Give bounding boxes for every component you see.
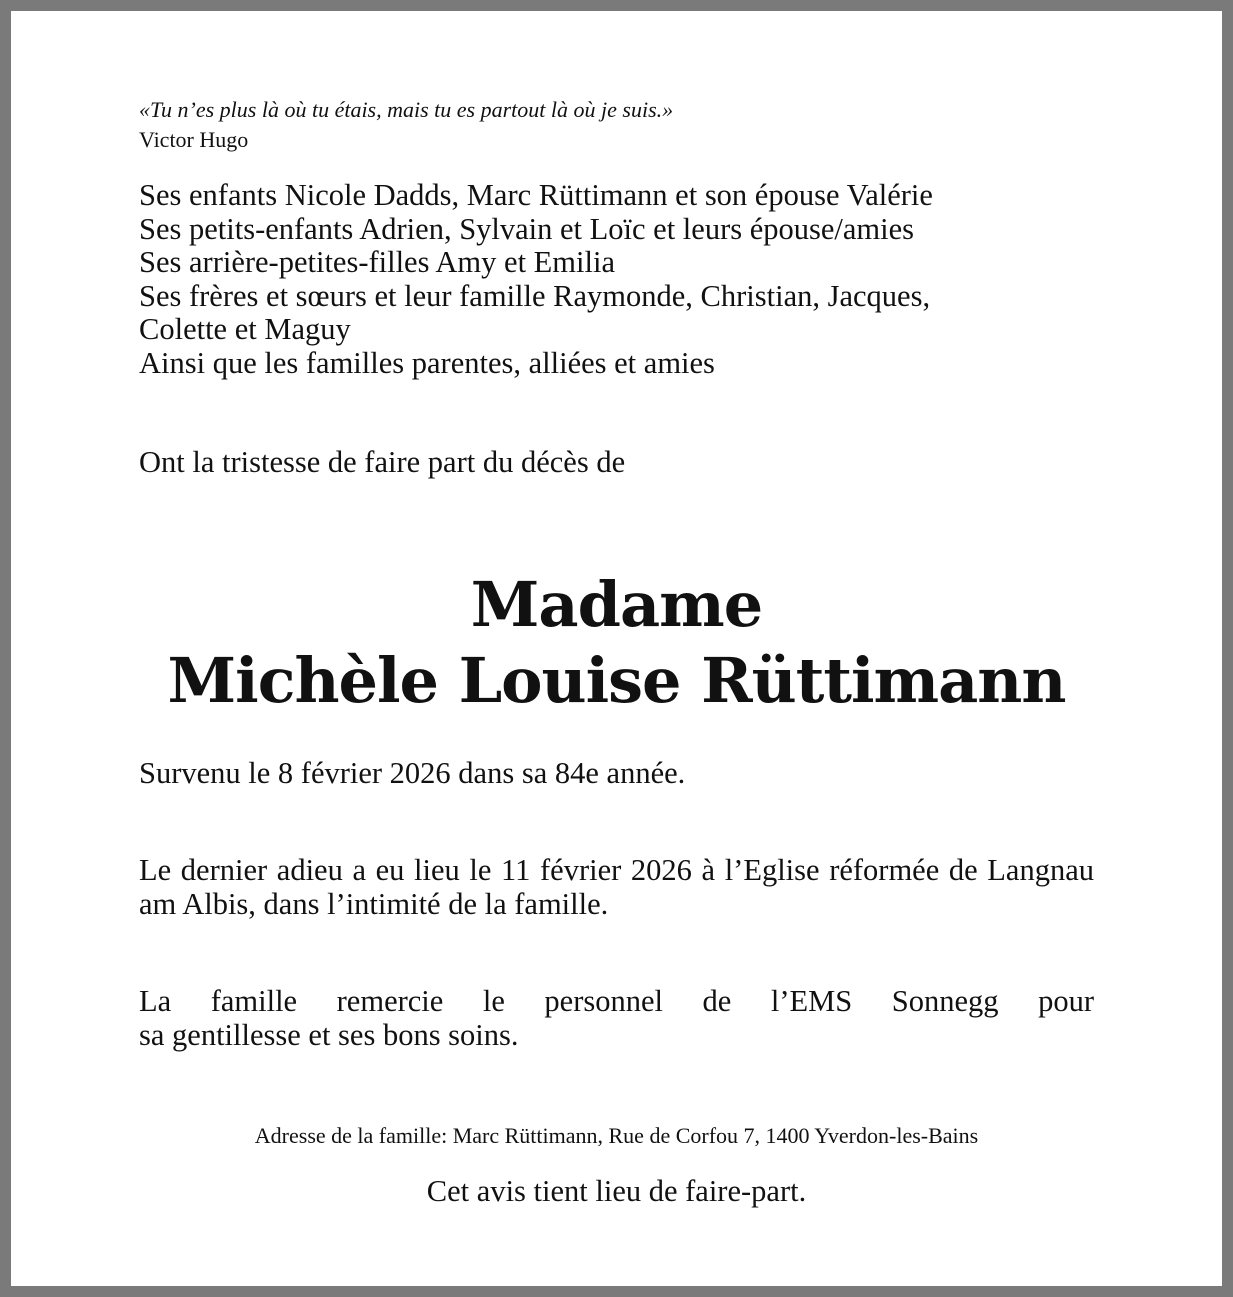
deceased-name: Michèle Louise Rüttimann: [167, 644, 1066, 717]
family-line: Ses petits-enfants Adrien, Sylvain et Loïc et leurs épouse/amies: [139, 211, 915, 246]
deceased-name-block: [11, 567, 1222, 719]
deceased-title: Madame: [470, 568, 763, 641]
announcement-text: Ont la tristesse de faire part du décès de: [139, 445, 626, 479]
family-address: Adresse de la famille: Marc Rüttimann, Rue de Corfou 7, 1400 Yverdon-les-Bains: [254, 1123, 979, 1148]
thanks-line-1: La famille remercie le personnel de l’EMS Sonnegg pour: [139, 984, 1094, 1018]
epigraph-quote: «Tu n’es plus là où tu étais, mais tu es partout là où je suis.»: [139, 97, 674, 122]
obituary-page: [11, 11, 1222, 1286]
death-date-text: Survenu le 8 février 2026 dans sa 84e année.: [139, 756, 686, 790]
family-list: [139, 179, 1099, 381]
thanks-text: [139, 984, 1094, 1052]
family-line: Ses arrière-petites-filles Amy et Emilia: [139, 245, 615, 280]
family-line: Ainsi que les familles parentes, alliées et amies: [139, 345, 715, 380]
thanks-line-2: sa gentillesse et ses bons soins.: [139, 1018, 519, 1052]
epigraph-author: Victor Hugo: [139, 127, 249, 152]
family-line: Colette et Maguy: [139, 312, 351, 347]
family-line: Ses frères et sœurs et leur famille Raymonde, Christian, Jacques,: [139, 278, 931, 313]
family-line: Ses enfants Nicole Dadds, Marc Rüttimann et son épouse Valérie: [139, 178, 933, 212]
funeral-text: Le dernier adieu a eu lieu le 11 février 2026 à l’Eglise réformée de Langnau am Albis, dans l’intimité de la famille.: [139, 853, 1094, 921]
notice-text: Cet avis tient lieu de faire-part.: [426, 1174, 807, 1208]
